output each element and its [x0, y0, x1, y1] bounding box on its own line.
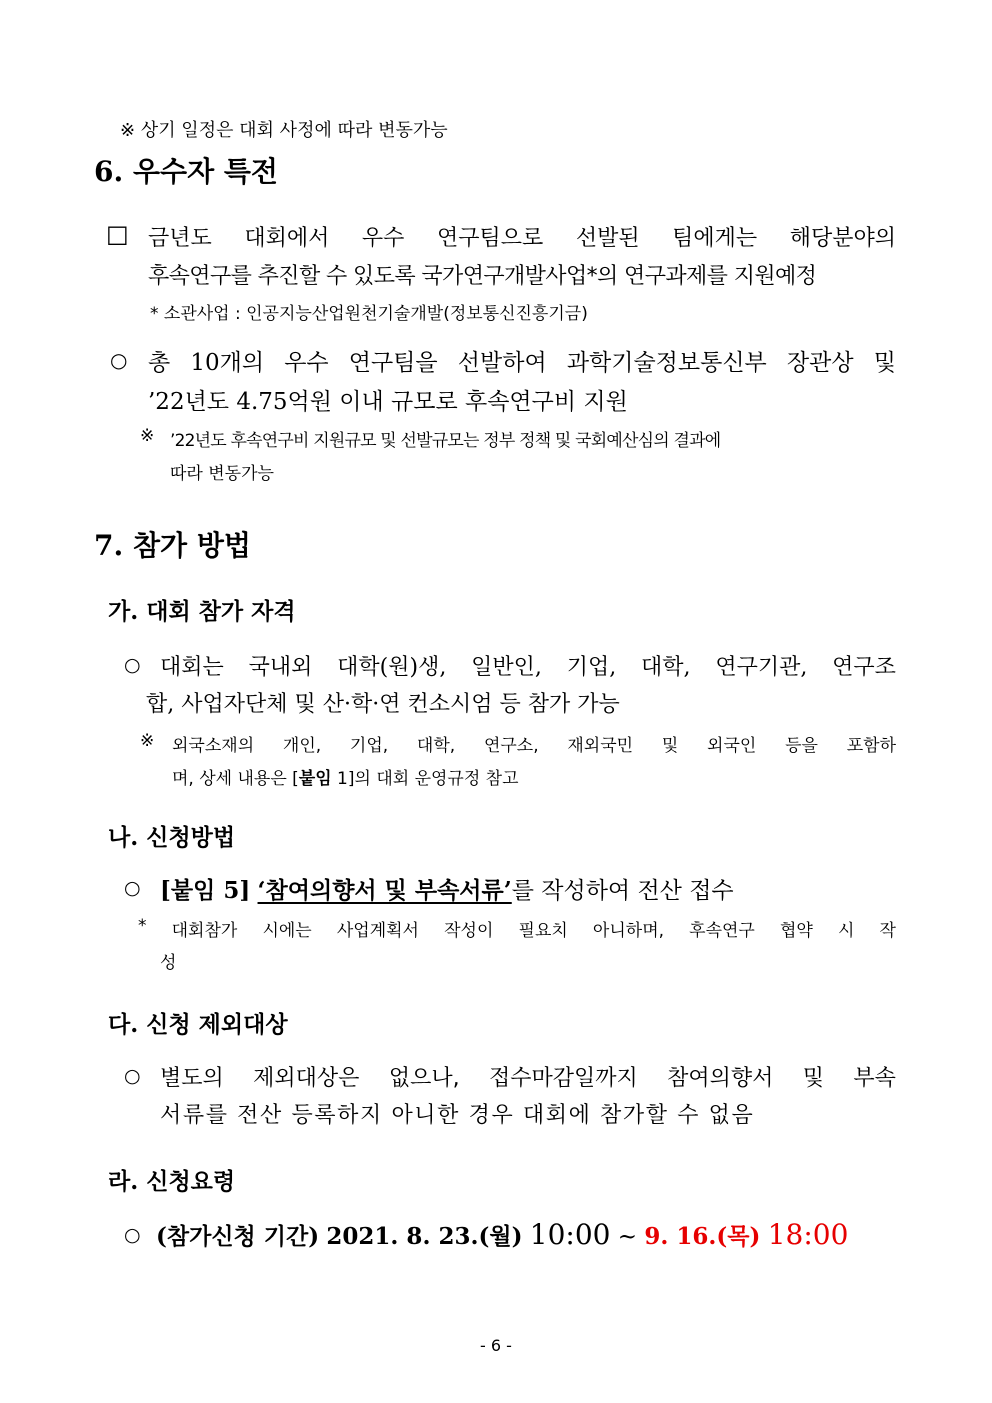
benefit-line-2: 후속연구를 추진할 수 있도록 국가연구개발사업*의 연구과제를 지원예정 [148, 264, 817, 289]
application-method-line: [붙임 5] ‘참여의향서 및 부속서류’를 작성하여 전산 접수 [160, 877, 734, 904]
award-line-2: ’22년도 4.75억원 이내 규모로 후속연구비 지원 [148, 389, 628, 415]
circle-bullet: ○ [124, 654, 141, 676]
funding-note-line-2: 따라 변동가능 [170, 464, 274, 484]
award-line-1: 총 10개의 우수 연구팀을 선발하여 과학기술정보통신부 장관상 및 [148, 350, 896, 376]
subsection-ga-heading: 가. 대회 참가 자격 [108, 598, 296, 625]
funding-note-line-1: ’22년도 후속연구비 지원규모 및 선발규모는 정부 정책 및 국회예산심의 결과에 [170, 431, 721, 451]
period-label: (참가신청 기간) [156, 1223, 320, 1250]
schedule-change-note: ※ 상기 일정은 대회 사정에 따라 변동가능 [120, 120, 448, 141]
reference-mark: ※ [140, 426, 155, 446]
overseas-note-line-1: 외국소재의 개인, 기업, 대학, 연구소, 재외국민 및 외국인 등을 포함하 [172, 736, 896, 756]
eligibility-line-2: 합, 사업자단체 및 산·학·연 컨소시엄 등 참가 가능 [146, 692, 620, 717]
circle-bullet: ○ [124, 1065, 141, 1087]
section-7-heading: 7. 참가 방법 [94, 529, 251, 562]
square-bullet: □ [106, 220, 129, 248]
program-footnote: * 소관사업 : 인공지능산업원천기술개발(정보통신진흥기금) [150, 304, 588, 324]
exclusion-line-2: 서류를 전산 등록하지 아니한 경우 대회에 참가할 수 없음 [160, 1103, 755, 1128]
overseas-note-line-2: 며, 상세 내용은 [붙임 1]의 대회 운영규정 참고 [172, 769, 519, 789]
circle-bullet: ○ [110, 348, 128, 372]
start-time: 10:00 [529, 1218, 611, 1251]
subsection-na-heading: 나. 신청방법 [108, 824, 236, 851]
subsection-ra-heading: 라. 신청요령 [108, 1168, 236, 1195]
business-plan-note-line-2: 성 [160, 953, 177, 973]
start-date: 2021. 8. 23.(월) [326, 1223, 523, 1250]
section-6-heading: 6. 우수자 특전 [94, 155, 278, 188]
eligibility-line-1: 대회는 국내외 대학(원)생, 일반인, 기업, 대학, 연구기관, 연구조 [160, 655, 896, 680]
page-number: - 6 - [480, 1336, 512, 1355]
business-plan-note-line-1: * 대회참가 시에는 사업계획서 작성이 필요치 아니하며, 후속연구 협약 시 작 [138, 916, 896, 941]
application-period-line [156, 1218, 848, 1251]
subsection-da-heading: 다. 신청 제외대상 [108, 1011, 288, 1038]
circle-bullet: ○ [124, 1224, 141, 1246]
exclusion-line-1: 별도의 제외대상은 없으나, 접수마감일까지 참여의향서 및 부속 [160, 1066, 896, 1091]
benefit-line-1: 금년도 대회에서 우수 연구팀으로 선발된 팀에게는 해당분야의 [148, 226, 896, 251]
range-tilde: ~ [617, 1224, 638, 1250]
circle-bullet: ○ [124, 877, 141, 899]
end-date: 9. 16.(목) [644, 1223, 761, 1250]
reference-mark: ※ [140, 731, 155, 751]
end-time: 18:00 [767, 1218, 849, 1251]
